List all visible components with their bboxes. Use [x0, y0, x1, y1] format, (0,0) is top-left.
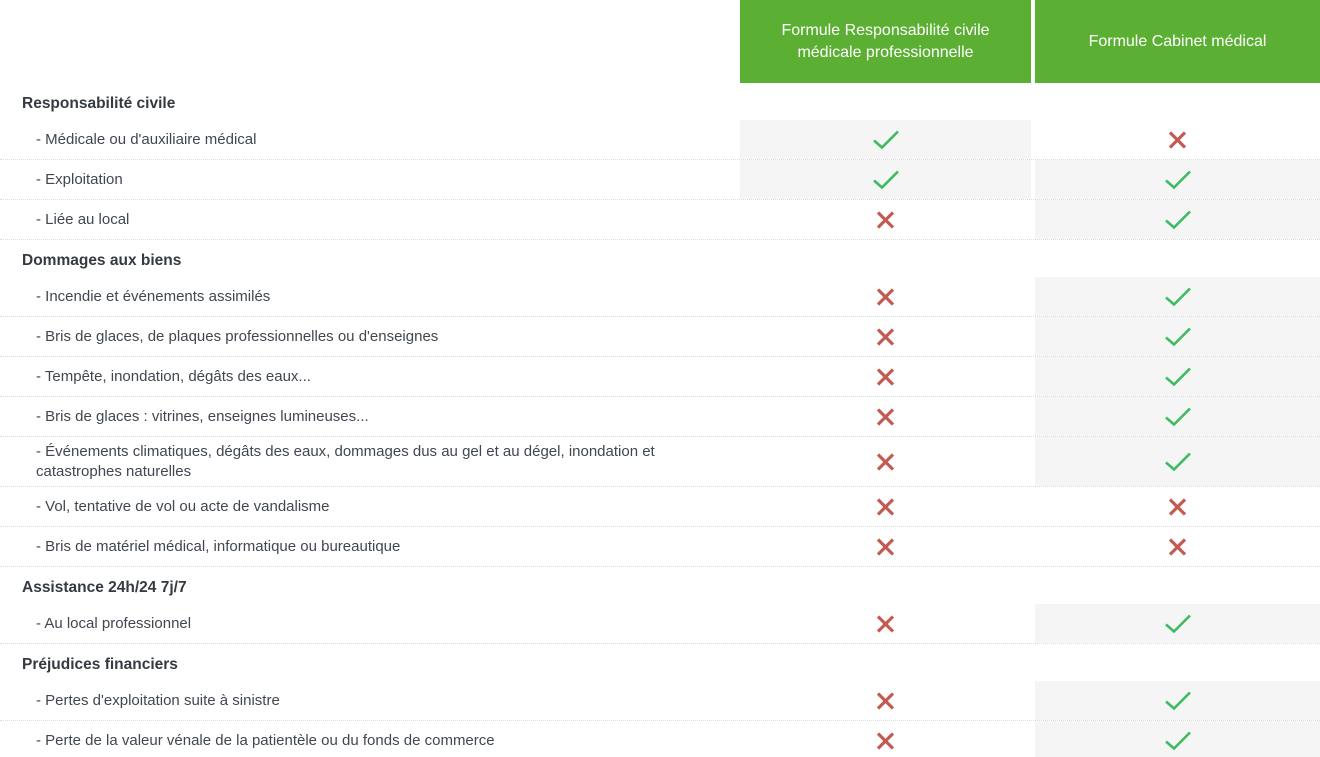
- row-label: - Au local professionnel: [36, 614, 192, 632]
- cross-icon: [1167, 537, 1188, 557]
- coverage-cell: [740, 604, 1031, 643]
- check-icon: [1163, 613, 1193, 634]
- coverage-cell: [740, 527, 1031, 566]
- cross-icon: [1167, 130, 1188, 150]
- table-row: [0, 160, 1320, 200]
- table-row: [0, 200, 1320, 240]
- coverage-cell: [1035, 317, 1320, 356]
- check-icon: [1163, 730, 1193, 751]
- table-row: [0, 721, 1320, 757]
- cross-icon: [1167, 497, 1188, 517]
- row-label: - Pertes d'exploitation suite à sinistre: [36, 691, 280, 709]
- cross-icon: [875, 537, 896, 557]
- check-icon: [1163, 286, 1193, 307]
- check-icon: [1163, 366, 1193, 387]
- check-icon: [1163, 169, 1193, 190]
- coverage-cell: [1035, 487, 1320, 526]
- row-label: - Tempête, inondation, dégâts des eaux...: [36, 367, 311, 385]
- row-label: - Médicale ou d'auxiliaire médical: [36, 130, 257, 148]
- section-title: Assistance 24h/24 7j/7: [22, 579, 187, 597]
- coverage-cell: [740, 487, 1031, 526]
- cross-icon: [875, 497, 896, 517]
- coverage-cell: [1035, 527, 1320, 566]
- table-row: [0, 357, 1320, 397]
- coverage-cell: [1035, 437, 1320, 486]
- coverage-cell: [740, 721, 1031, 757]
- table-row: [0, 317, 1320, 357]
- cross-icon: [875, 691, 896, 711]
- table-body: [0, 83, 1320, 757]
- coverage-cell: [740, 277, 1031, 316]
- cross-icon: [875, 287, 896, 307]
- column-header-formule-cabinet-medical: Formule Cabinet médical: [1035, 0, 1320, 83]
- table-row: [0, 277, 1320, 317]
- coverage-cell: [1035, 120, 1320, 159]
- coverage-cell: [1035, 721, 1320, 757]
- section-title: Dommages aux biens: [22, 252, 182, 270]
- cross-icon: [875, 731, 896, 751]
- header-spacer: [0, 0, 740, 83]
- check-icon: [1163, 406, 1193, 427]
- table-row: [0, 527, 1320, 567]
- section-title: Préjudices financiers: [22, 656, 178, 674]
- coverage-cell: [740, 357, 1031, 396]
- row-label: - Bris de glaces, de plaques professionnelles ou d'enseignes: [36, 327, 439, 345]
- table-row: [0, 397, 1320, 437]
- coverage-cell: [740, 160, 1031, 199]
- cross-icon: [875, 327, 896, 347]
- table-row: [0, 604, 1320, 644]
- check-icon: [1163, 690, 1193, 711]
- check-icon: [871, 169, 901, 190]
- table-row: [0, 437, 1320, 487]
- coverage-cell: [740, 397, 1031, 436]
- section-title: Responsabilité civile: [22, 95, 176, 112]
- coverage-cell: [740, 200, 1031, 239]
- cross-icon: [875, 407, 896, 427]
- coverage-cell: [1035, 200, 1320, 239]
- coverage-cell: [1035, 357, 1320, 396]
- check-icon: [1163, 451, 1193, 472]
- table-header: [0, 0, 1320, 83]
- table-row: [0, 120, 1320, 160]
- coverage-cell: [740, 681, 1031, 720]
- table-row: [0, 681, 1320, 721]
- table-row: [0, 487, 1320, 527]
- coverage-cell: [740, 120, 1031, 159]
- check-icon: [1163, 326, 1193, 347]
- check-icon: [1163, 209, 1193, 230]
- coverage-cell: [1035, 277, 1320, 316]
- row-label: - Événements climatiques, dégâts des eaux, dommages dus au gel et au dégel, inondation et catastrophes naturelles: [36, 443, 655, 480]
- row-label: - Perte de la valeur vénale de la patientèle ou du fonds de commerce: [36, 731, 495, 749]
- row-label: - Incendie et événements assimilés: [36, 287, 271, 305]
- column-header-formule-rc-medicale: Formule Responsabilité civile médicale professionnelle: [740, 0, 1031, 83]
- row-label: - Bris de glaces : vitrines, enseignes lumineuses...: [36, 407, 369, 425]
- coverage-cell: [1035, 681, 1320, 720]
- row-label: - Liée au local: [36, 210, 130, 228]
- cross-icon: [875, 614, 896, 634]
- row-label: - Vol, tentative de vol ou acte de vandalisme: [36, 497, 330, 515]
- coverage-cell: [1035, 397, 1320, 436]
- check-icon: [871, 129, 901, 150]
- row-label: - Bris de matériel médical, informatique ou bureautique: [36, 537, 401, 555]
- cross-icon: [875, 367, 896, 387]
- cross-icon: [875, 210, 896, 230]
- row-label: - Exploitation: [36, 170, 123, 188]
- coverage-cell: [740, 317, 1031, 356]
- cross-icon: [875, 452, 896, 472]
- coverage-cell: [1035, 604, 1320, 643]
- coverage-cell: [1035, 160, 1320, 199]
- coverage-cell: [740, 437, 1031, 486]
